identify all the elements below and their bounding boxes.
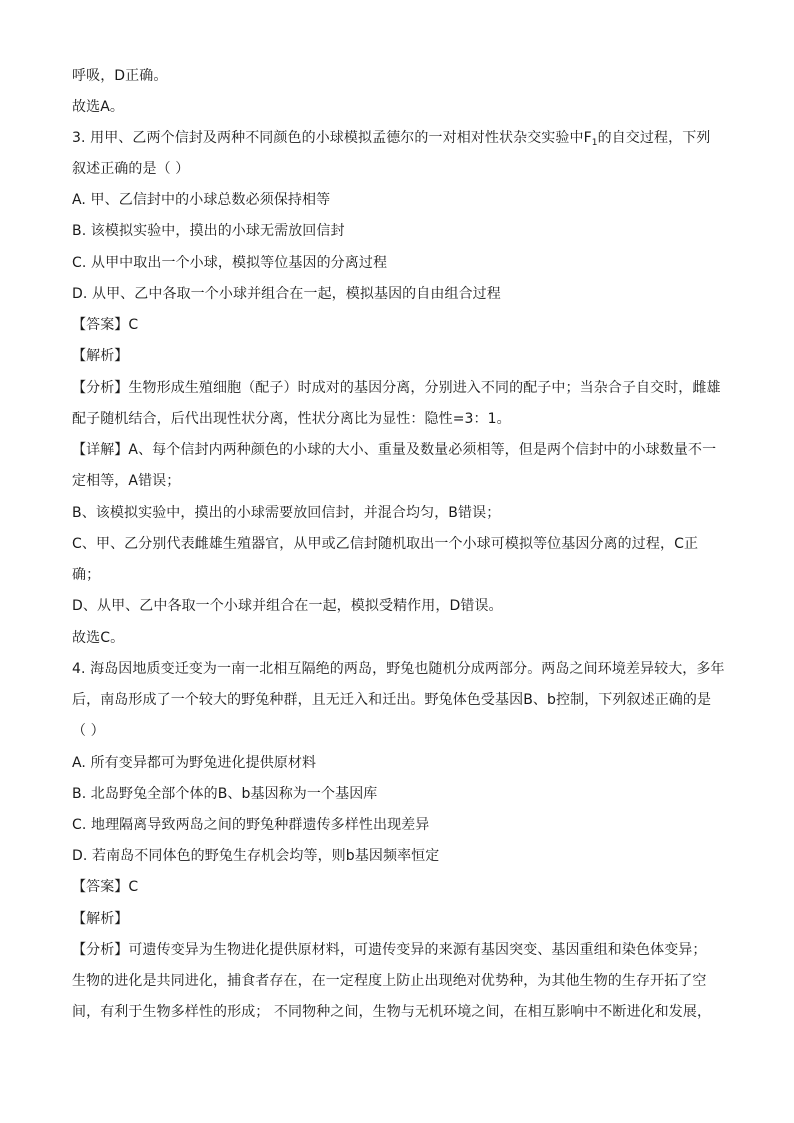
- text-line: 【分析】生物形成生殖细胞（配子）时成对的基因分离，分别进入不同的配子中；当杂合子自交时，雌雄: [72, 380, 721, 396]
- analysis-label: 【解析】: [72, 348, 129, 364]
- question-3-text: 3. 用甲、乙两个信封及两种不同颜色的小球模拟孟德尔的一对相对性状杂交实验中F: [72, 130, 592, 146]
- option-c: C. 从甲中取出一个小球，模拟等位基因的分离过程: [72, 255, 388, 271]
- option-a: A. 所有变异都可为野兔进化提供原材料: [72, 755, 317, 771]
- text-line: C、甲、乙分别代表雌雄生殖器官，从甲或乙信封随机取出一个小球可模拟等位基因分离的过程，C正: [72, 536, 699, 552]
- text-line: 故选C。: [72, 630, 125, 646]
- text-line: 间，有利于生物多样性的形成； 不同物种之间，生物与无机环境之间，在相互影响中不断进化和发展，: [72, 1004, 712, 1020]
- text-line: （ ）: [72, 723, 105, 739]
- option-d: D. 若南岛不同体色的野兔生存机会均等，则b基因频率恒定: [72, 848, 440, 864]
- answer-label: 【答案】C: [72, 317, 139, 333]
- text-line: 【详解】A、每个信封内两种颜色的小球的大小、重量及数量必须相等，但是两个信封中的小球数量不一: [72, 442, 717, 458]
- option-d: D. 从甲、乙中各取一个小球并组合在一起，模拟基因的自由组合过程: [72, 286, 501, 302]
- option-c: C. 地理隔离导致两岛之间的野兔种群遗传多样性出现差异: [72, 817, 430, 833]
- analysis-label: 【解析】: [72, 911, 129, 927]
- text-line: 生物的进化是共同进化，捕食者存在，在一定程度上防止出现绝对优势种，为其他生物的生存开拓了空: [72, 973, 707, 989]
- subscript: 1: [591, 138, 598, 148]
- text-line: 叙述正确的是（ ）: [72, 161, 190, 177]
- text-line: 后，南岛形成了一个较大的野兔种群，且无迁入和迁出。野兔体色受基因B、b控制，下列叙述正确的是: [72, 692, 712, 708]
- option-b: B. 该模拟实验中，摸出的小球无需放回信封: [72, 223, 345, 239]
- question-3-text-tail: 的自交过程，下列: [597, 130, 711, 146]
- text-line: D、从甲、乙中各取一个小球并组合在一起，模拟受精作用，D错误。: [72, 598, 503, 614]
- text-line: B、该模拟实验中，摸出的小球需要放回信封，并混合均匀，B错误；: [72, 505, 501, 521]
- text-line: 定相等，A错误；: [72, 473, 181, 489]
- text-line: 呼吸，D正确。: [72, 68, 168, 84]
- answer-label: 【答案】C: [72, 879, 139, 895]
- question-4-stem: 4. 海岛因地质变迁变为一南一北相互隔绝的两岛，野兔也随机分成两部分。两岛之间环境差异较大，多年: [72, 661, 725, 677]
- text-line: 配子随机结合，后代出现性状分离，性状分离比为显性：隐性=3：1。: [72, 411, 511, 427]
- option-b: B. 北岛野兔全部个体的B、b基因称为一个基因库: [72, 786, 378, 802]
- option-a: A. 甲、乙信封中的小球总数必须保持相等: [72, 192, 331, 208]
- question-3-stem: [72, 128, 710, 148]
- text-line: 故选A。: [72, 99, 124, 115]
- text-line: 确；: [72, 567, 101, 583]
- text-line: 【分析】可遗传变异为生物进化提供原材料，可遗传变异的来源有基因突变、基因重组和染色体变异；: [72, 942, 707, 958]
